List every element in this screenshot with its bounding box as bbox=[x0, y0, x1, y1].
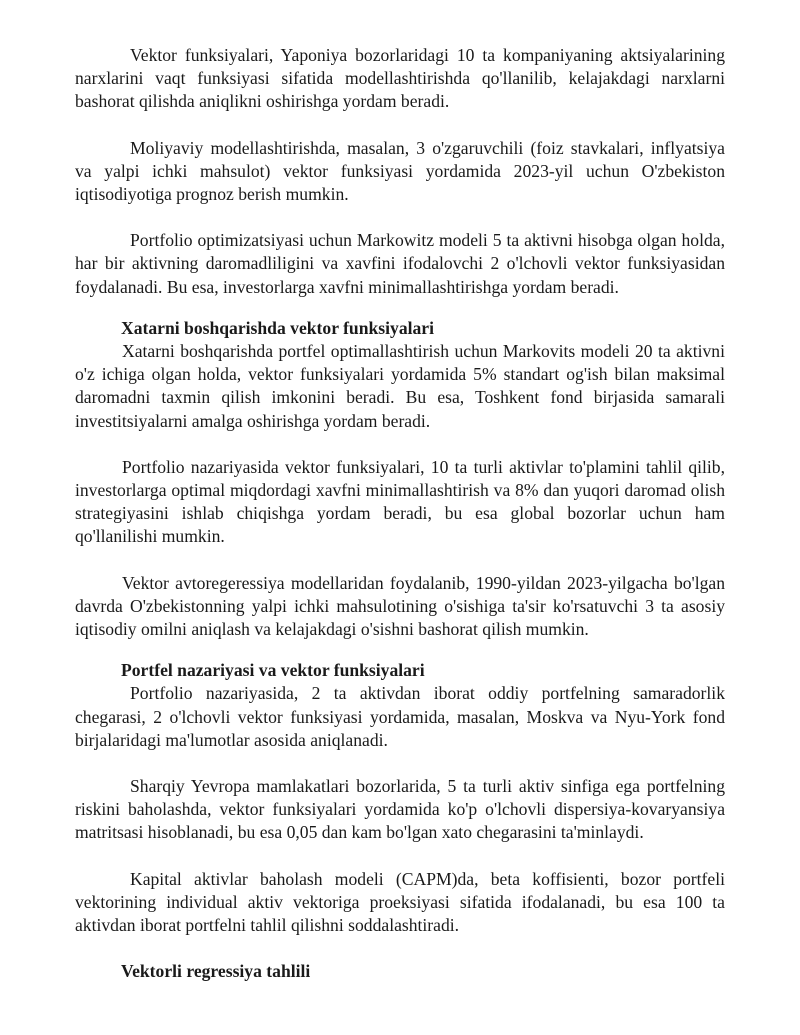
paragraph-efficient-frontier: Portfolio nazariyasida, 2 ta aktivdan iborat oddiy portfelning samaradorlik chegarasi, 2 o'lchovli vektor funksiyasi yordamida, masalan, Moskva va Nyu-York fond birjalaridagi ma'lumotlar asosida aniqlanadi. bbox=[75, 683, 725, 750]
paragraph-portfolio-theory: Portfolio nazariyasida vektor funksiyalari, 10 ta turli aktivlar to'plamini tahlil qilib, investorlarga optimal miqdordagi xavfni minimallashtirish va 8% dan yuqori daromad olish strategiyasini ishlab chiqishga yordam beradi, bu esa global bozorlar uchun ham qo'llanilishi mumkin. bbox=[75, 456, 725, 547]
section-heading-portfolio-theory: Portfel nazariyasi va vektor funksiyalari bbox=[121, 660, 425, 681]
paragraph-vector-autoregression: Vektor avtoregeressiya modellaridan foydalanib, 1990-yildan 2023-yilgacha bo'lgan davrda O'zbekistonning yalpi ichki mahsulotining o'sishiga ta'sir ko'rsatuvchi 3 ta asosiy iqtisodiy omilni aniqlash va kelajakdagi o'sishni bashorat qilish mumkin. bbox=[75, 572, 725, 640]
paragraph-markovits-model: Xatarni boshqarishda portfel optimallashtirish uchun Markovits modeli 20 ta aktivni o'z ichiga olgan holda, vektor funksiyalari yordamida 5% standart og'ish bilan maksimal daromadni taxmin qilish imkonini beradi. Bu esa, Toshkent fond birjasida samarali investitsiyalarni amalga oshirishga yordam beradi. bbox=[75, 341, 725, 431]
paragraph-eastern-europe-risk: Sharqiy Yevropa mamlakatlari bozorlarida, 5 ta turli aktiv sinfiga ega portfelning riskini baholashda, vektor funksiyalari yordamida ko'p o'lchovli dispersiya-kovaryansiya matritsasi hisoblanadi, bu esa 0,05 dan kam bo'lgan xato chegarasini ta'minlaydi. bbox=[75, 776, 725, 843]
section-heading-vector-regression: Vektorli regressiya tahlili bbox=[121, 961, 311, 982]
paragraph-capm: Kapital aktivlar baholash modeli (CAPM)da, beta koffisienti, bozor portfeli vektorining individual aktiv vektoriga proeksiyasi sifatida ifodalanadi, bu esa 100 ta aktivdan iborat portfelni tahlil qilishni soddalashtiradi. bbox=[75, 868, 725, 936]
paragraph-portfolio-optimization: Portfolio optimizatsiyasi uchun Markowitz modeli 5 ta aktivni hisobga olgan holda, har bir aktivning daromadliligini va xavfini ifodalovchi 2 o'lchovli vektor funksiyasidan foydalanadi. Bu esa, investorlarga xavfni minimallashtirishga yordam beradi. bbox=[75, 230, 725, 297]
paragraph-japan-markets: Vektor funksiyalari, Yaponiya bozorlaridagi 10 ta kompaniyaning aktsiyalarining narxlarini vaqt funksiyasi sifatida modellashtirishda qo'llanilib, kelajakdagi narxlarni bashorat qilishda aniqlikni oshirishga yordam beradi. bbox=[75, 45, 725, 112]
paragraph-financial-modeling: Moliyaviy modellashtirishda, masalan, 3 o'zgaruvchili (foiz stavkalari, inflyatsiya va yalpi ichki mahsulot) vektor funksiyasi yordamida 2023-yil uchun O'zbekiston iqtisodiyotiga prognoz berish mumkin. bbox=[75, 137, 725, 205]
section-heading-risk-management: Xatarni boshqarishda vektor funksiyalari bbox=[121, 317, 435, 338]
